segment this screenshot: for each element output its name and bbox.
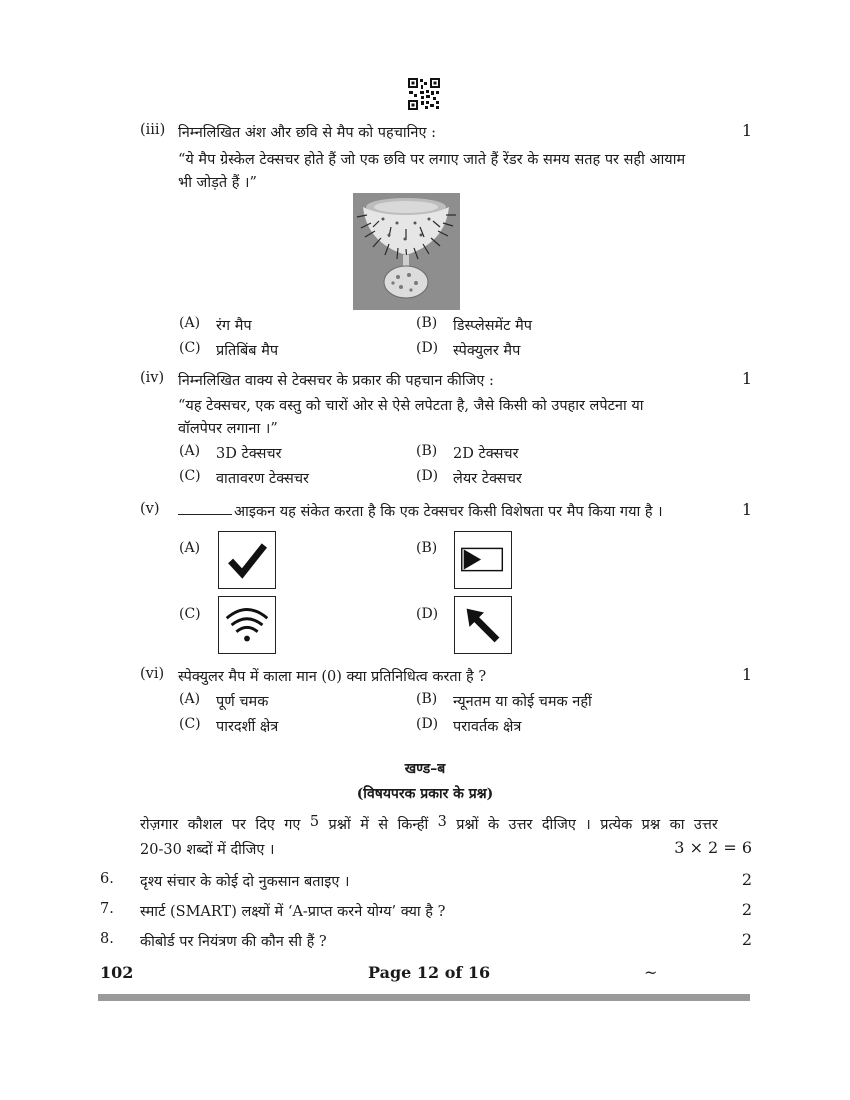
question-number: (v)	[140, 501, 160, 517]
option-letter: (C)	[179, 606, 201, 622]
question-marks: 2	[741, 870, 752, 889]
option-text: रंग मैप	[216, 318, 252, 334]
instruction-word: दीजिए	[541, 817, 576, 833]
option-text: वातावरण टेक्सचर	[216, 471, 309, 487]
instruction-word: के	[487, 817, 500, 833]
option-text: 3D टेक्सचर	[216, 446, 282, 462]
instruction-word: में	[360, 817, 369, 833]
option-letter: (A)	[179, 443, 201, 459]
checkmark-icon	[218, 531, 276, 589]
question-text: कीबोर्ड पर नियंत्रण की कौन सी हैं ?	[140, 934, 327, 950]
question-number: 6.	[100, 871, 114, 887]
option-letter: (D)	[416, 716, 439, 732]
question-marks: 1	[741, 665, 752, 684]
option-letter: (D)	[416, 468, 439, 484]
option-letter: (B)	[416, 540, 438, 556]
question-text: निम्नलिखित वाक्य से टेक्सचर के प्रकार की पहचान कीजिए :	[178, 373, 494, 389]
question-text: आइकन यह संकेत करता है कि एक टेक्सचर किसी विशेषता पर मैप किया गया है ।	[234, 504, 663, 520]
question-marks: 1	[741, 369, 752, 388]
option-text: पूर्ण चमक	[216, 694, 269, 710]
instruction-word: दिए	[255, 817, 275, 833]
section-instructions	[140, 814, 718, 834]
quote-line: भी जोड़ते हैं ।”	[178, 175, 257, 191]
question-text: निम्नलिखित अंश और छवि से मैप को पहचानिए :	[178, 125, 436, 141]
option-letter: (B)	[416, 691, 438, 707]
instruction-word: 5	[309, 814, 320, 830]
instruction-word: प्रश्नों	[328, 817, 351, 833]
option-letter: (A)	[179, 691, 201, 707]
instruction-word: उत्तर	[508, 817, 533, 833]
option-letter: (D)	[416, 606, 439, 622]
question-marks: 1	[741, 500, 752, 519]
answer-blank	[178, 499, 232, 515]
instruction-word: 3	[437, 814, 447, 830]
option-letter: (C)	[179, 340, 201, 356]
qr-code-icon	[408, 78, 440, 110]
option-text: लेयर टेक्सचर	[453, 471, 522, 487]
page-number: Page 12 of 16	[368, 963, 491, 982]
option-letter: (B)	[416, 443, 438, 459]
question-number: 7.	[100, 901, 114, 917]
option-text: न्यूनतम या कोई चमक नहीं	[453, 694, 592, 710]
question-text: स्मार्ट (SMART) लक्ष्यों में ‘A-प्राप्त करने योग्य’ क्या है ?	[140, 904, 446, 920]
option-text: डिस्प्लेसमेंट मैप	[453, 318, 533, 334]
section-instructions-line2: 20-30 शब्दों में दीजिए ।	[140, 842, 275, 858]
section-marks-formula: 3 × 2 = 6	[674, 838, 752, 857]
instruction-word: गए	[284, 817, 301, 833]
section-title: खण्ड–ब	[404, 761, 446, 777]
wifi-icon	[218, 596, 276, 654]
option-letter: (A)	[179, 315, 201, 331]
question-number: 8.	[100, 931, 114, 947]
footer-divider	[98, 994, 750, 1001]
option-letter: (C)	[179, 716, 201, 732]
option-text: प्रतिबिंब मैप	[216, 343, 279, 359]
quote-line: “ये मैप ग्रेस्केल टेक्सचर होते हैं जो एक छवि पर लगाए जाते हैं रेंडर के समय सतह पर सही आयाम	[178, 152, 686, 168]
instruction-word: उत्तर	[693, 817, 718, 833]
section-subtitle: (विषयपरक प्रकार के प्रश्न)	[356, 786, 494, 802]
question-marks: 1	[741, 121, 752, 140]
question-marks: 2	[741, 900, 752, 919]
footer-mark: ~	[644, 963, 658, 982]
displacement-map-image	[353, 193, 460, 310]
play-frame-icon	[454, 531, 512, 589]
question-marks: 2	[741, 930, 752, 949]
option-text: 2D टेक्सचर	[453, 446, 519, 462]
instruction-word: प्रश्न	[641, 817, 661, 833]
question-text: स्पेक्युलर मैप में काला मान (0) क्या प्रतिनिधित्व करता है ?	[178, 669, 487, 685]
instruction-word: प्रत्येक	[600, 817, 633, 833]
instruction-word: किन्हीं	[397, 817, 429, 833]
option-letter: (A)	[179, 540, 201, 556]
quote-line: “यह टेक्सचर, एक वस्तु को चारों ओर से ऐसे लपेटता है, जैसे किसी को उपहार लपेटना या	[178, 398, 644, 414]
option-letter: (C)	[179, 468, 201, 484]
arrow-cursor-icon	[454, 596, 512, 654]
option-letter: (D)	[416, 340, 439, 356]
option-letter: (B)	[416, 315, 438, 331]
question-number: (iii)	[140, 122, 166, 138]
quote-line: वॉलपेपर लगाना ।”	[178, 421, 278, 437]
instruction-word: कौशल	[187, 817, 223, 833]
instruction-word: प्रश्नों	[456, 817, 479, 833]
instruction-word: से	[378, 817, 389, 833]
instruction-word: पर	[231, 817, 246, 833]
instruction-word: का	[669, 817, 685, 833]
instruction-word: रोज़गार	[140, 817, 179, 833]
option-text: पारदर्शी क्षेत्र	[216, 719, 279, 735]
instruction-word: ।	[585, 817, 591, 833]
question-text: दृश्य संचार के कोई दो नुकसान बताइए ।	[140, 874, 350, 890]
option-text: परावर्तक क्षेत्र	[453, 719, 522, 735]
paper-code: 102	[100, 963, 134, 982]
question-number: (iv)	[140, 370, 165, 386]
option-text: स्पेक्युलर मैप	[453, 343, 521, 359]
question-number: (vi)	[140, 666, 165, 682]
